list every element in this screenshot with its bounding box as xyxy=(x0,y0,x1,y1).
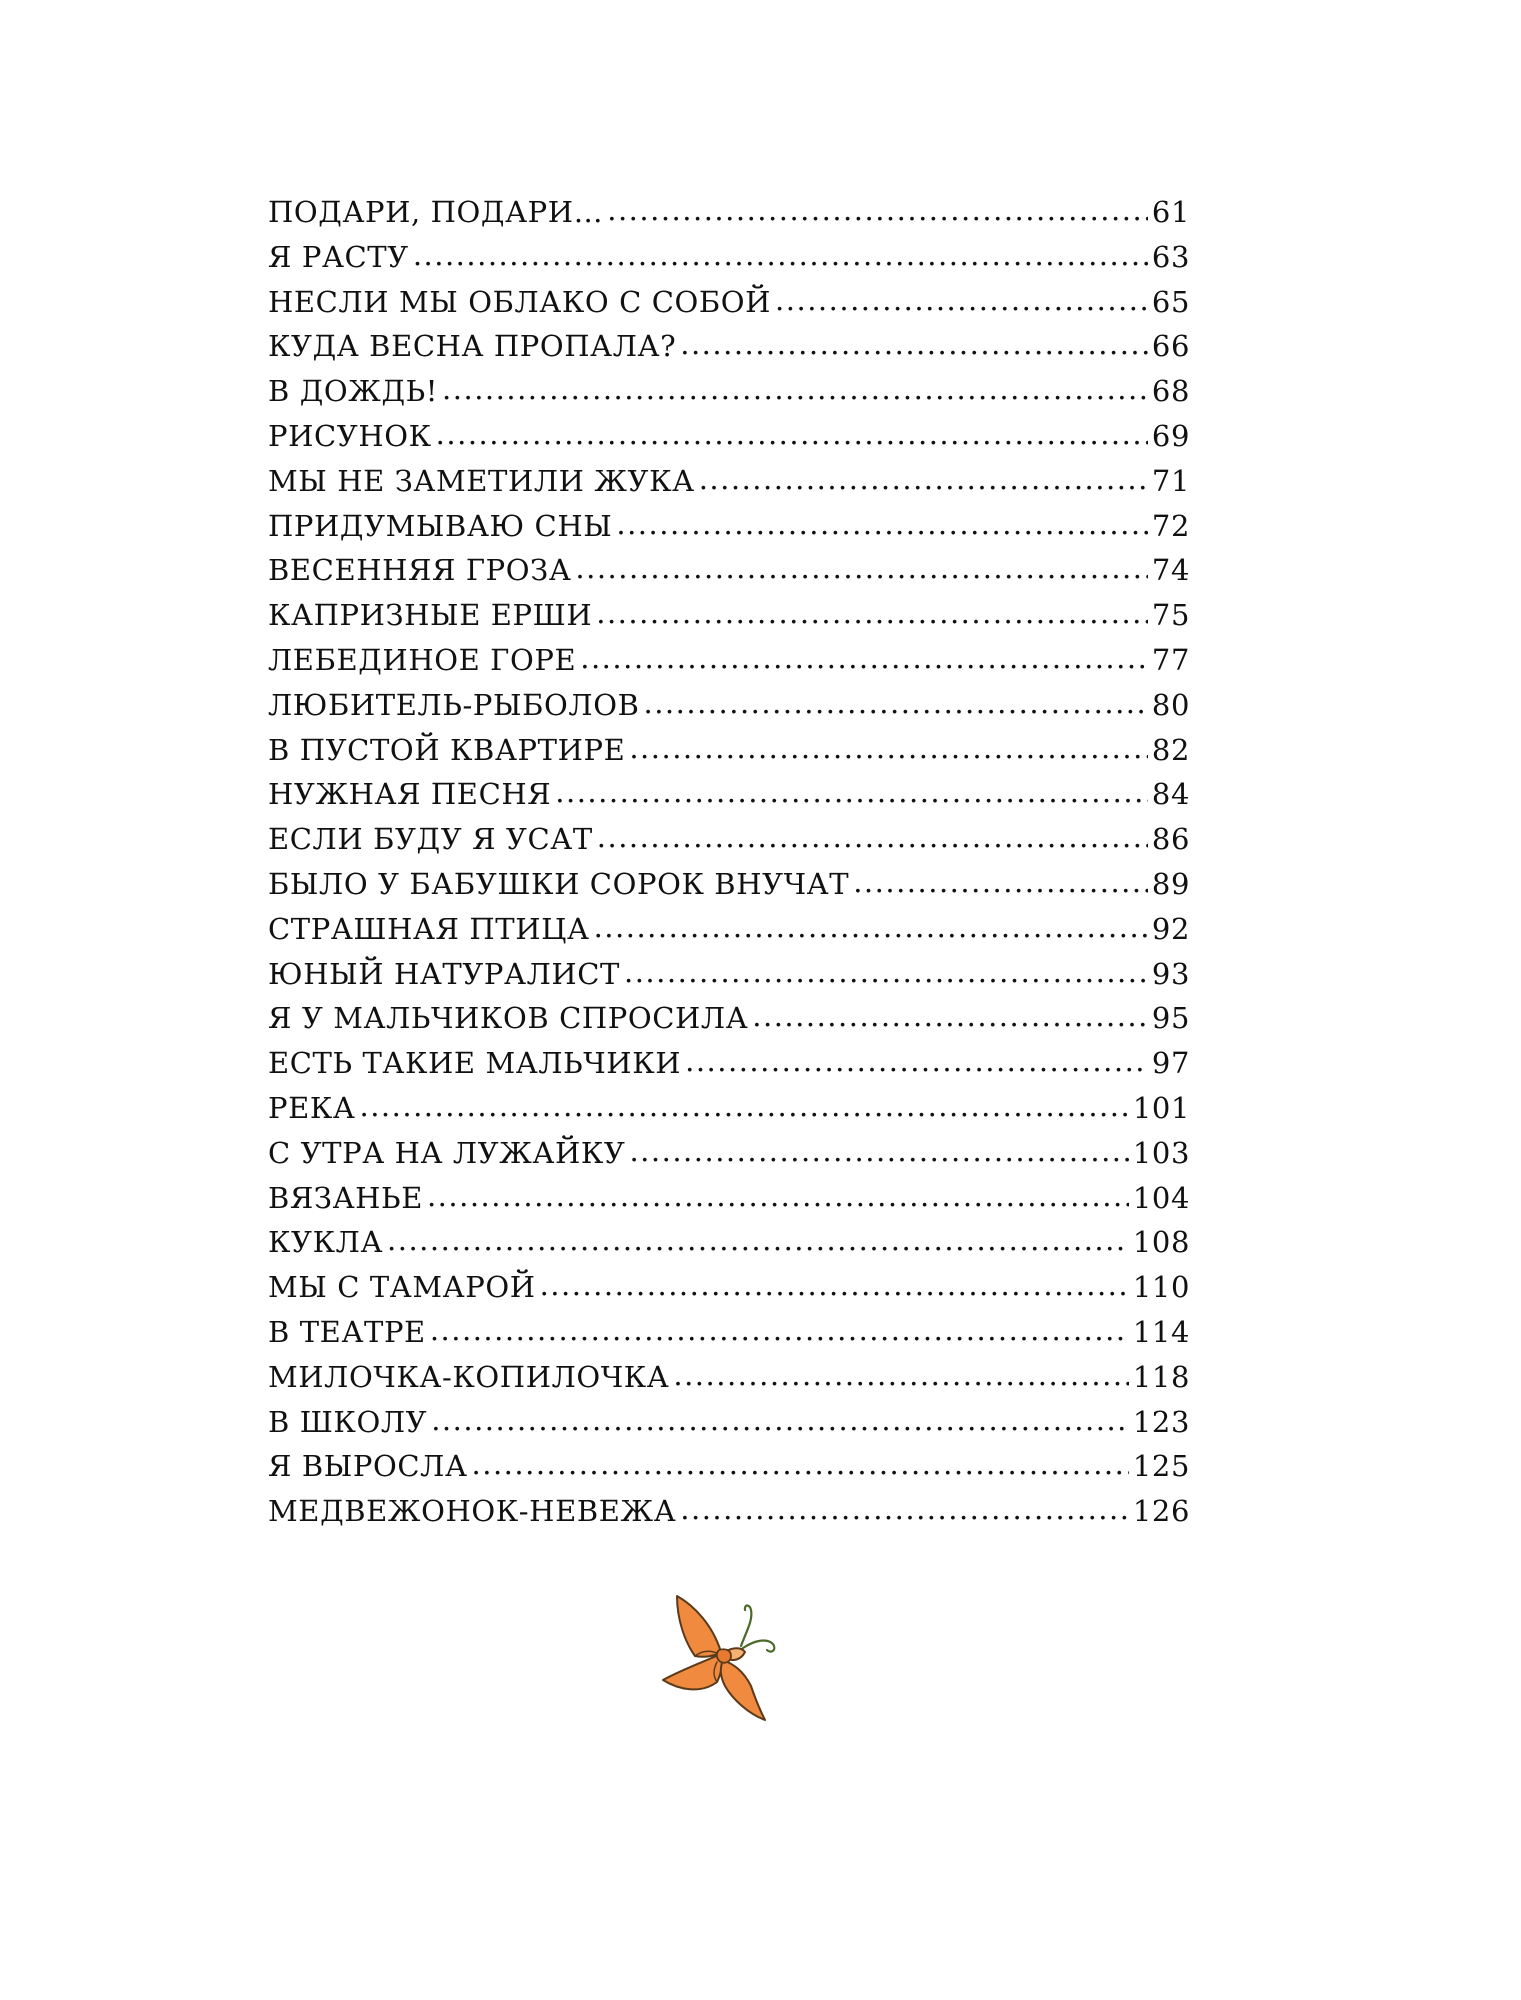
toc-entry-page-number: 114 xyxy=(1132,1314,1190,1349)
toc-entry[interactable] xyxy=(268,1315,1190,1360)
toc-entry-page-number: 71 xyxy=(1151,463,1190,498)
toc-dot-leader xyxy=(752,999,1148,1033)
butterfly-wing-lower-left xyxy=(663,1654,722,1689)
toc-entry-page-number: 125 xyxy=(1132,1449,1190,1484)
toc-entry[interactable] xyxy=(268,419,1190,464)
toc-entry-page-number: 97 xyxy=(1151,1046,1190,1081)
toc-entry[interactable] xyxy=(268,1449,1190,1494)
toc-entry-title: ЮНЫЙ НАТУРАЛИСТ xyxy=(268,956,620,991)
toc-entry-page-number: 84 xyxy=(1151,777,1190,812)
toc-entry-title: БЫЛО У БАБУШКИ СОРОК ВНУЧАТ xyxy=(268,866,850,901)
toc-entry-page-number: 75 xyxy=(1151,598,1190,633)
toc-entry-title: ПРИДУМЫВАЮ СНЫ xyxy=(268,508,613,543)
toc-entry-title: ЕСЛИ БУДУ Я УСАТ xyxy=(268,822,593,857)
toc-entry[interactable] xyxy=(268,509,1190,554)
toc-entry-title: СТРАШНАЯ ПТИЦА xyxy=(268,911,590,946)
toc-entry-title: Я ВЫРОСЛА xyxy=(268,1449,468,1484)
toc-entry-page-number: 108 xyxy=(1132,1225,1190,1260)
toc-entry-title: РЕКА xyxy=(268,1090,356,1125)
toc-entry-title: КУКЛА xyxy=(268,1225,384,1260)
toc-dot-leader xyxy=(431,1403,1129,1437)
toc-entry-page-number: 68 xyxy=(1151,374,1190,409)
toc-entry[interactable] xyxy=(268,374,1190,419)
toc-entry-title: ПОДАРИ, ПОДАРИ… xyxy=(268,195,604,229)
toc-dot-leader xyxy=(575,551,1147,585)
butterfly-antenna-left xyxy=(741,1606,751,1647)
toc-dot-leader xyxy=(360,1089,1129,1123)
toc-entry-page-number: 103 xyxy=(1132,1135,1190,1170)
toc-entry-title: КУДА ВЕСНА ПРОПАЛА? xyxy=(268,329,677,364)
toc-dot-leader xyxy=(427,1179,1129,1213)
butterfly-wing-lower-right xyxy=(721,1660,765,1720)
toc-entry[interactable] xyxy=(268,464,1190,509)
toc-entry-title: В ДОЖДЬ! xyxy=(268,374,439,409)
toc-entry[interactable] xyxy=(268,733,1190,778)
toc-entry-page-number: 110 xyxy=(1132,1270,1190,1305)
toc-entry-page-number: 86 xyxy=(1151,822,1190,857)
toc-entry-title: МЫ С ТАМАРОЙ xyxy=(268,1270,536,1305)
toc-entry[interactable] xyxy=(268,1405,1190,1450)
toc-entry-title: В ШКОЛУ xyxy=(268,1404,428,1439)
toc-entry[interactable] xyxy=(268,1181,1190,1226)
toc-entry-title: РИСУНОК xyxy=(268,418,432,453)
toc-dot-leader xyxy=(413,238,1148,272)
toc-entry-page-number: 101 xyxy=(1132,1090,1190,1125)
butterfly-body xyxy=(717,1649,731,1663)
toc-entry[interactable] xyxy=(268,957,1190,1002)
toc-entry-title: Я У МАЛЬЧИКОВ СПРОСИЛА xyxy=(268,1001,749,1036)
toc-entry-title: ВЕСЕННЯЯ ГРОЗА xyxy=(268,553,572,588)
toc-dot-leader xyxy=(442,372,1148,406)
toc-entry[interactable] xyxy=(268,598,1190,643)
toc-entry[interactable] xyxy=(268,688,1190,733)
butterfly-icon xyxy=(655,1590,805,1730)
toc-dot-leader xyxy=(616,507,1148,541)
toc-dot-leader xyxy=(540,1268,1129,1302)
toc-entry[interactable] xyxy=(268,867,1190,912)
toc-entry-title: В ПУСТОЙ КВАРТИРЕ xyxy=(268,732,626,767)
toc-entry-page-number: 63 xyxy=(1151,239,1190,274)
toc-entry-page-number: 93 xyxy=(1151,956,1190,991)
toc-dot-leader xyxy=(555,775,1148,809)
toc-dot-leader xyxy=(680,1492,1129,1526)
toc-entry[interactable] xyxy=(268,553,1190,598)
toc-entry-title: НУЖНАЯ ПЕСНЯ xyxy=(268,777,552,812)
toc-dot-leader xyxy=(430,1313,1129,1347)
toc-dot-leader xyxy=(853,865,1148,899)
toc-entry-page-number: 92 xyxy=(1151,911,1190,946)
toc-entry-page-number: 123 xyxy=(1132,1404,1190,1439)
toc-dot-leader xyxy=(624,955,1148,989)
butterfly-antenna-right xyxy=(743,1641,774,1652)
toc-entry-page-number: 126 xyxy=(1132,1494,1190,1529)
toc-entry-page-number: 69 xyxy=(1151,418,1190,453)
toc-dot-leader xyxy=(594,910,1148,944)
toc-entry[interactable] xyxy=(268,1270,1190,1315)
toc-entry-page-number: 89 xyxy=(1151,866,1190,901)
toc-entry[interactable] xyxy=(268,1360,1190,1405)
toc-entry-title: ВЯЗАНЬЕ xyxy=(268,1180,423,1215)
toc-entry-title: В ТЕАТРЕ xyxy=(268,1314,426,1349)
toc-entry-title: КАПРИЗНЫЕ ЕРШИ xyxy=(268,598,593,633)
toc-dot-leader xyxy=(472,1447,1129,1481)
toc-dot-leader xyxy=(775,283,1148,317)
toc-entry-page-number: 80 xyxy=(1151,687,1190,722)
toc-entry-title: МИЛОЧКА-КОПИЛОЧКА xyxy=(268,1359,670,1394)
toc-entry-title: МЕДВЕЖОНОК-НЕВЕЖА xyxy=(268,1494,677,1529)
toc-entry[interactable] xyxy=(268,1046,1190,1091)
table-of-contents xyxy=(268,195,1190,1539)
toc-dot-leader xyxy=(629,1134,1128,1168)
toc-entry-page-number: 104 xyxy=(1132,1180,1190,1215)
toc-dot-leader xyxy=(596,596,1148,630)
toc-entry[interactable] xyxy=(268,195,1190,240)
toc-dot-leader xyxy=(597,820,1148,854)
toc-entry-page-number: 118 xyxy=(1132,1359,1190,1394)
toc-entry[interactable] xyxy=(268,285,1190,330)
toc-dot-leader xyxy=(387,1223,1129,1257)
toc-dot-leader xyxy=(680,327,1148,361)
toc-entry-page-number: 82 xyxy=(1151,732,1190,767)
toc-dot-leader xyxy=(436,417,1148,451)
toc-entry-title: МЫ НЕ ЗАМЕТИЛИ ЖУКА xyxy=(268,463,695,498)
toc-entry[interactable] xyxy=(268,1136,1190,1181)
toc-entry-title: Я РАСТУ xyxy=(268,239,409,274)
toc-entry-page-number: 66 xyxy=(1151,329,1190,364)
toc-entry-title: ЕСТЬ ТАКИЕ МАЛЬЧИКИ xyxy=(268,1046,682,1081)
toc-dot-leader xyxy=(580,641,1148,675)
toc-entry-page-number: 61 xyxy=(1151,195,1190,229)
toc-entry[interactable] xyxy=(268,1494,1190,1539)
toc-dot-leader xyxy=(629,731,1148,765)
toc-dot-leader xyxy=(643,686,1147,720)
toc-entry[interactable] xyxy=(268,1225,1190,1270)
toc-entry[interactable] xyxy=(268,643,1190,688)
toc-entry[interactable] xyxy=(268,329,1190,374)
toc-entry-page-number: 77 xyxy=(1151,642,1190,677)
toc-entry-page-number: 72 xyxy=(1151,508,1190,543)
toc-entry[interactable] xyxy=(268,822,1190,867)
toc-entry[interactable] xyxy=(268,1001,1190,1046)
toc-entry-page-number: 74 xyxy=(1151,553,1190,588)
toc-entry-page-number: 95 xyxy=(1151,1001,1190,1036)
toc-entry[interactable] xyxy=(268,777,1190,822)
toc-entry[interactable] xyxy=(268,1091,1190,1136)
toc-entry-title: ЛЮБИТЕЛЬ-РЫБОЛОВ xyxy=(268,687,640,722)
toc-entry-title: НЕСЛИ МЫ ОБЛАКО С СОБОЙ xyxy=(268,284,772,319)
toc-entry-page-number: 65 xyxy=(1151,284,1190,319)
toc-entry[interactable] xyxy=(268,240,1190,285)
toc-dot-leader xyxy=(673,1358,1128,1392)
toc-dot-leader xyxy=(607,193,1148,227)
toc-dot-leader xyxy=(685,1044,1148,1078)
butterfly-wing-upper-left xyxy=(677,1596,721,1657)
toc-entry[interactable] xyxy=(268,912,1190,957)
toc-entry-title: ЛЕБЕДИНОЕ ГОРЕ xyxy=(268,642,577,677)
toc-entry-title: С УТРА НА ЛУЖАЙКУ xyxy=(268,1135,626,1170)
toc-dot-leader xyxy=(699,462,1148,496)
